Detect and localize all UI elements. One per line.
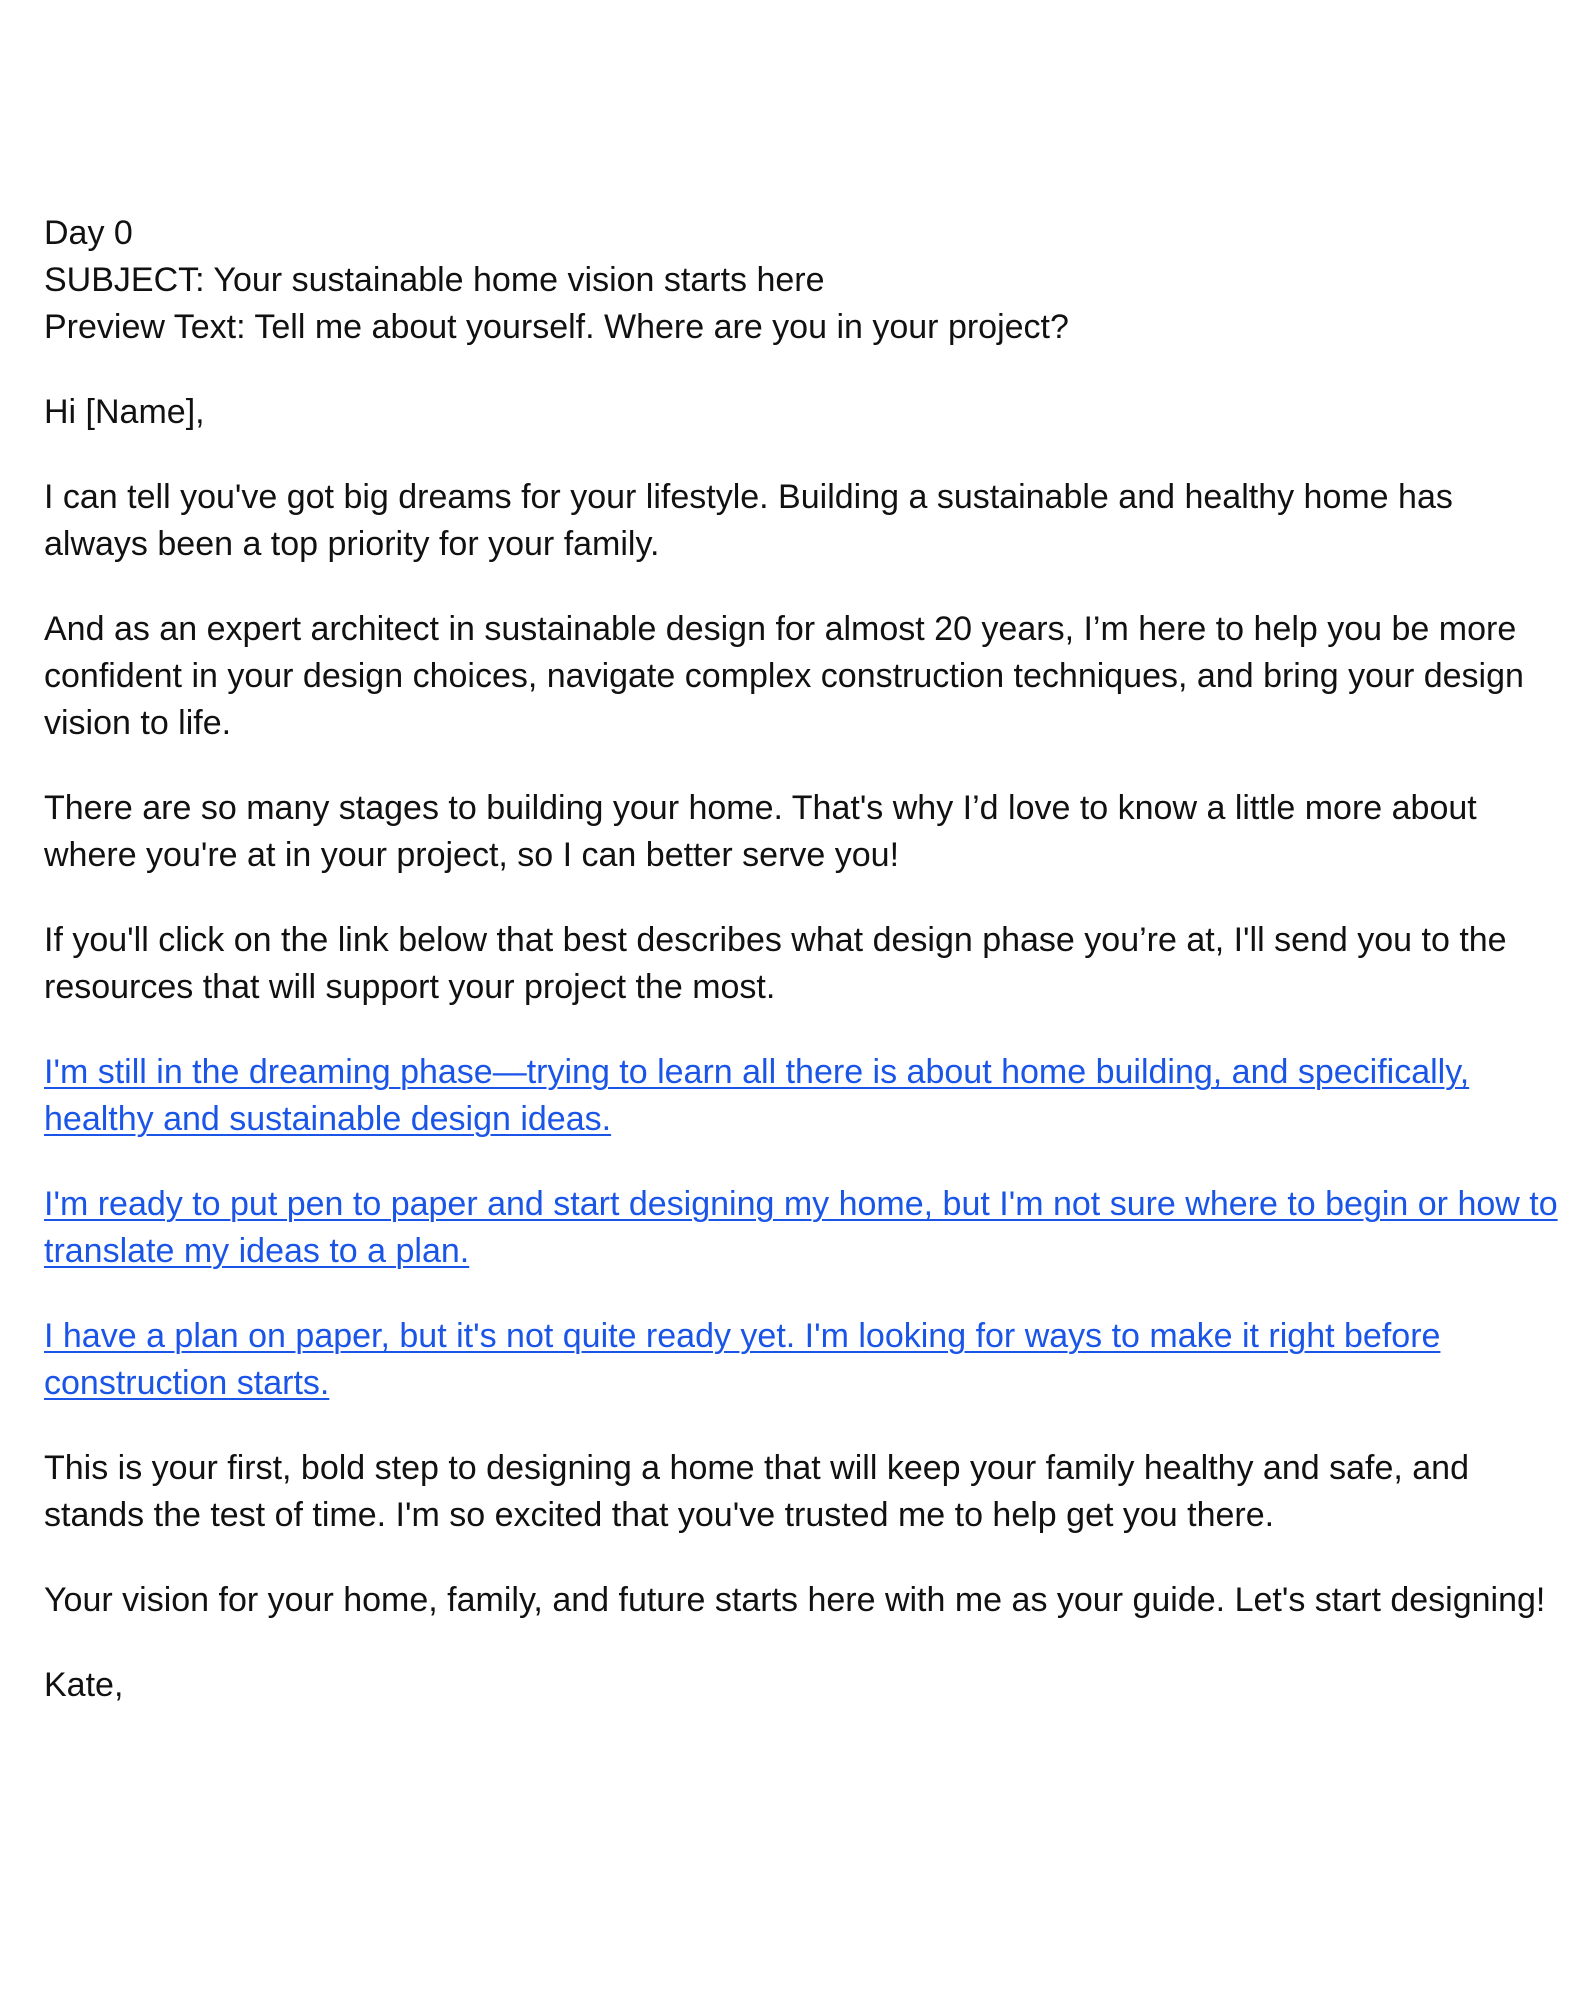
link-paragraph-refining [44,1313,1564,1407]
body-paragraph-intro: I can tell you've got big dreams for your lifestyle. Building a sustainable and healthy home has always been a top priority for your family. [44,478,1453,563]
day-label: Day 0 [44,214,133,252]
email-document [44,210,1564,1747]
dreaming-phase-link[interactable]: I'm still in the dreaming phase—trying to learn all there is about home building, and specifically, healthy and sustainable design ideas. [44,1053,1470,1138]
link-paragraph-designing [44,1181,1564,1275]
signature: Kate, [44,1666,124,1704]
subject-line: SUBJECT: Your sustainable home vision starts here [44,261,825,299]
greeting: Hi [Name], [44,393,205,431]
refining-plan-link[interactable]: I have a plan on paper, but it's not quite ready yet. I'm looking for ways to make it right before construction starts. [44,1317,1441,1402]
body-paragraph-stages: There are so many stages to building your home. That's why I’d love to know a little more about where you're at in your project, so I can better serve you! [44,789,1477,874]
email-header [44,210,1564,351]
link-paragraph-dreaming [44,1049,1564,1143]
designing-phase-link[interactable]: I'm ready to put pen to paper and start designing my home, but I'm not sure where to begin or how to translate my ideas to a plan. [44,1185,1558,1270]
preview-text-line: Preview Text: Tell me about yourself. Where are you in your project? [44,308,1069,346]
body-paragraph-expertise: And as an expert architect in sustainable design for almost 20 years, I’m here to help you be more confident in your design choices, navigate complex construction techniques, and bring your design vision to life. [44,610,1524,742]
body-paragraph-instructions: If you'll click on the link below that best describes what design phase you’re at, I'll send you to the resources that will support your project the most. [44,921,1507,1006]
closing-paragraph-vision: Your vision for your home, family, and future starts here with me as your guide. Let's start designing! [44,1581,1546,1619]
closing-paragraph-first-step: This is your first, bold step to designing a home that will keep your family healthy and safe, and stands the test of time. I'm so excited that you've trusted me to help get you there. [44,1449,1469,1534]
